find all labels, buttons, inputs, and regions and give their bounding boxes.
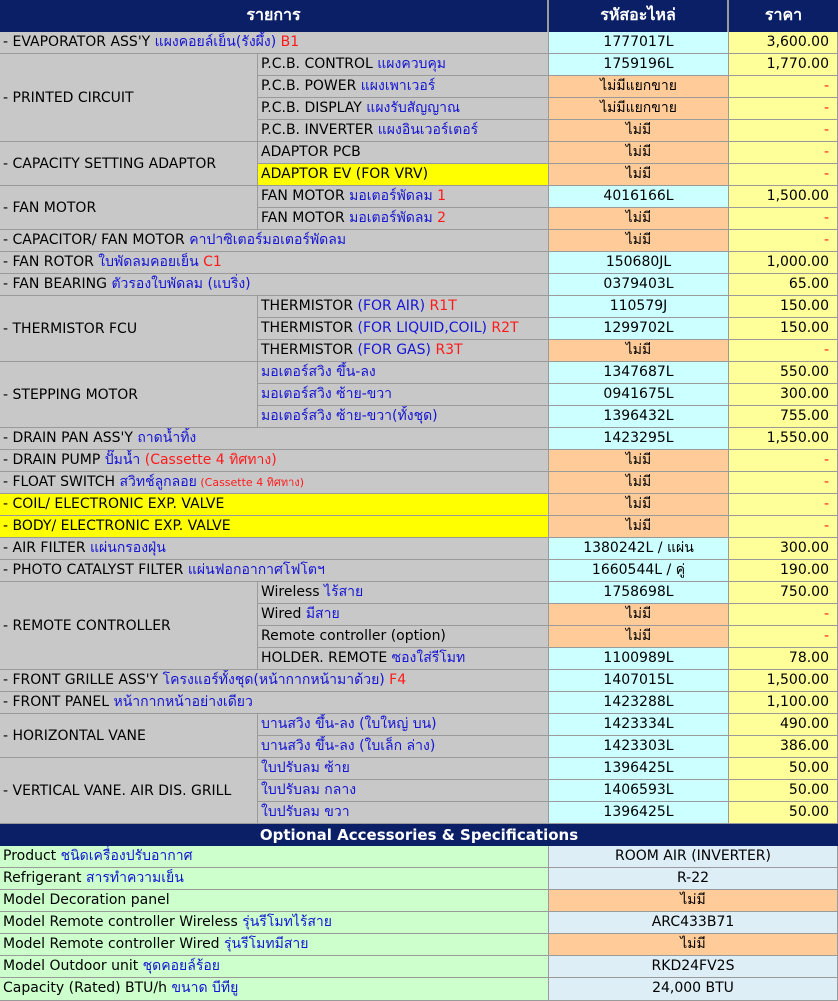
cell-price-front-grille[interactable]: 1,500.00: [729, 670, 838, 692]
cell-item-thermistor-air[interactable]: THERMISTOR (FOR AIR) R1T: [258, 296, 549, 318]
cell-code-air-filter[interactable]: 1380242L / แผ่น: [549, 538, 729, 560]
cell-price-vvane-1[interactable]: 50.00: [729, 758, 838, 780]
cell-price-drain-pan[interactable]: 1,550.00: [729, 428, 838, 450]
cell-code-thermistor-air[interactable]: 110579J: [549, 296, 729, 318]
cell-price-thermistor-gas[interactable]: -: [729, 340, 838, 362]
optional-accessories-header[interactable]: Optional Accessories & Specifications: [0, 824, 838, 846]
cell-code-body-valve[interactable]: ไม่มี: [549, 516, 729, 538]
cell-group-remote[interactable]: - REMOTE CONTROLLER: [0, 582, 258, 670]
spec-value-remote-wired[interactable]: ไม่มี: [549, 934, 838, 956]
cell-code-thermistor-gas[interactable]: ไม่มี: [549, 340, 729, 362]
cell-code-remote-wireless[interactable]: 1758698L: [549, 582, 729, 604]
cell-price-fan-rotor[interactable]: 1,000.00: [729, 252, 838, 274]
cell-price-remote-wireless[interactable]: 750.00: [729, 582, 838, 604]
cell-code-vvane-1[interactable]: 1396425L: [549, 758, 729, 780]
cell-code-front-grille[interactable]: 1407015L: [549, 670, 729, 692]
cell-item-body-valve[interactable]: - BODY/ ELECTRONIC EXP. VALVE: [0, 516, 549, 538]
cell-price-fan-motor-1[interactable]: 1,500.00: [729, 186, 838, 208]
cell-item-air-filter[interactable]: - AIR FILTER แผ่นกรองฝุ่น: [0, 538, 549, 560]
cell-group-horizontal-vane[interactable]: - HORIZONTAL VANE: [0, 714, 258, 758]
cell-price-pcb-power[interactable]: -: [729, 76, 838, 98]
cell-code-pcb-control[interactable]: 1759196L: [549, 54, 729, 76]
cell-code-hvane-2[interactable]: 1423303L: [549, 736, 729, 758]
cell-item-thermistor-gas[interactable]: THERMISTOR (FOR GAS) R3T: [258, 340, 549, 362]
spec-label-decoration-panel[interactable]: Model Decoration panel: [0, 890, 549, 912]
cell-item-drain-pan[interactable]: - DRAIN PAN ASS'Y ถาดน้ำทิ้ง: [0, 428, 549, 450]
cell-item-drain-pump[interactable]: - DRAIN PUMP ปั๊มน้ำ (Cassette 4 ทิศทาง): [0, 450, 549, 472]
cell-price-pcb-control[interactable]: 1,770.00: [729, 54, 838, 76]
cell-price-vvane-2[interactable]: 50.00: [729, 780, 838, 802]
spec-value-capacity[interactable]: 24,000 BTU: [549, 978, 838, 1001]
cell-price-adaptor-ev[interactable]: -: [729, 164, 838, 186]
cell-item-vvane-2[interactable]: ใบปรับลม กลาง: [258, 780, 549, 802]
cell-code-remote-option[interactable]: ไม่มี: [549, 626, 729, 648]
cell-price-fan-bearing[interactable]: 65.00: [729, 274, 838, 296]
cell-item-pcb-inverter[interactable]: P.C.B. INVERTER แผงอินเวอร์เตอร์: [258, 120, 549, 142]
cell-group-fan-motor[interactable]: - FAN MOTOR: [0, 186, 258, 230]
cell-price-air-filter[interactable]: 300.00: [729, 538, 838, 560]
cell-item-evaporator[interactable]: - EVAPORATOR ASS'Y แผงคอยล์เย็น(รังผึ้ง) B1: [0, 32, 549, 54]
cell-code-float-switch[interactable]: ไม่มี: [549, 472, 729, 494]
cell-price-stepping-3[interactable]: 755.00: [729, 406, 838, 428]
cell-item-stepping-3[interactable]: มอเตอร์สวิง ซ้าย-ขวา(ทั้งชุด): [258, 406, 549, 428]
cell-item-remote-option[interactable]: Remote controller (option): [258, 626, 549, 648]
cell-code-coil-valve[interactable]: ไม่มี: [549, 494, 729, 516]
cell-price-body-valve[interactable]: -: [729, 516, 838, 538]
spec-label-remote-wired[interactable]: Model Remote controller Wired รุ่นรีโมทมีสาย: [0, 934, 549, 956]
cell-price-pcb-display[interactable]: -: [729, 98, 838, 120]
cell-item-fan-rotor[interactable]: - FAN ROTOR ใบพัดลมคอยเย็น C1: [0, 252, 549, 274]
cell-code-vvane-2[interactable]: 1406593L: [549, 780, 729, 802]
cell-code-vvane-3[interactable]: 1396425L: [549, 802, 729, 824]
cell-item-thermistor-liquid[interactable]: THERMISTOR (FOR LIQUID,COIL) R2T: [258, 318, 549, 340]
cell-price-drain-pump[interactable]: -: [729, 450, 838, 472]
cell-code-front-panel[interactable]: 1423288L: [549, 692, 729, 714]
cell-code-thermistor-liquid[interactable]: 1299702L: [549, 318, 729, 340]
header-item[interactable]: รายการ: [0, 0, 549, 32]
cell-item-front-panel[interactable]: - FRONT PANEL หน้ากากหน้าอย่างเดียว: [0, 692, 549, 714]
cell-price-photo-filter[interactable]: 190.00: [729, 560, 838, 582]
cell-code-stepping-2[interactable]: 0941675L: [549, 384, 729, 406]
cell-price-remote-holder[interactable]: 78.00: [729, 648, 838, 670]
spec-label-remote-wireless[interactable]: Model Remote controller Wireless รุ่นรีโมทไร้สาย: [0, 912, 549, 934]
cell-item-vvane-3[interactable]: ใบปรับลม ขวา: [258, 802, 549, 824]
cell-item-coil-valve[interactable]: - COIL/ ELECTRONIC EXP. VALVE: [0, 494, 549, 516]
cell-group-printed-circuit[interactable]: - PRINTED CIRCUIT: [0, 54, 258, 142]
cell-price-thermistor-liquid[interactable]: 150.00: [729, 318, 838, 340]
spec-value-decoration-panel[interactable]: ไม่มี: [549, 890, 838, 912]
spec-value-refrigerant[interactable]: R-22: [549, 868, 838, 890]
cell-price-adaptor-pcb[interactable]: -: [729, 142, 838, 164]
spec-label-refrigerant[interactable]: Refrigerant สารทำความเย็น: [0, 868, 549, 890]
cell-item-remote-holder[interactable]: HOLDER. REMOTE ซองใส่รีโมท: [258, 648, 549, 670]
cell-group-thermistor[interactable]: - THERMISTOR FCU: [0, 296, 258, 362]
cell-item-remote-wireless[interactable]: Wireless ไร้สาย: [258, 582, 549, 604]
cell-code-photo-filter[interactable]: 1660544L / คู่: [549, 560, 729, 582]
spec-label-capacity[interactable]: Capacity (Rated) BTU/h ขนาด บีทียู: [0, 978, 549, 1001]
cell-code-drain-pan[interactable]: 1423295L: [549, 428, 729, 450]
spec-label-outdoor-unit[interactable]: Model Outdoor unit ชุดคอยล์ร้อย: [0, 956, 549, 978]
spec-value-outdoor-unit[interactable]: RKD24FV2S: [549, 956, 838, 978]
cell-item-hvane-2[interactable]: บานสวิง ขึ้น-ลง (ใบเล็ก ล่าง): [258, 736, 549, 758]
cell-item-photo-filter[interactable]: - PHOTO CATALYST FILTER แผ่นฟอกอากาศโฟโตฯ: [0, 560, 549, 582]
cell-price-pcb-inverter[interactable]: -: [729, 120, 838, 142]
cell-item-pcb-control[interactable]: P.C.B. CONTROL แผงควบคุม: [258, 54, 549, 76]
cell-price-thermistor-air[interactable]: 150.00: [729, 296, 838, 318]
spec-label-product[interactable]: Product ชนิดเครื่องปรับอากาศ: [0, 846, 549, 868]
cell-price-stepping-1[interactable]: 550.00: [729, 362, 838, 384]
cell-price-evaporator[interactable]: 3,600.00: [729, 32, 838, 54]
cell-price-remote-wired[interactable]: -: [729, 604, 838, 626]
cell-code-fan-bearing[interactable]: 0379403L: [549, 274, 729, 296]
cell-item-adaptor-pcb[interactable]: ADAPTOR PCB: [258, 142, 549, 164]
cell-item-remote-wired[interactable]: Wired มีสาย: [258, 604, 549, 626]
cell-item-adaptor-ev[interactable]: ADAPTOR EV (FOR VRV): [258, 164, 549, 186]
cell-code-pcb-display[interactable]: ไม่มีแยกขาย: [549, 98, 729, 120]
cell-price-capacitor[interactable]: -: [729, 230, 838, 252]
cell-item-hvane-1[interactable]: บานสวิง ขึ้น-ลง (ใบใหญ่ บน): [258, 714, 549, 736]
cell-price-front-panel[interactable]: 1,100.00: [729, 692, 838, 714]
cell-item-vvane-1[interactable]: ใบปรับลม ซ้าย: [258, 758, 549, 780]
cell-item-front-grille[interactable]: - FRONT GRILLE ASS'Y โครงแอร์ทั้งชุด(หน้ากากหน้ามาด้วย) F4: [0, 670, 549, 692]
cell-item-capacitor[interactable]: - CAPACITOR/ FAN MOTOR คาปาซิเตอร์มอเตอร์พัดลม: [0, 230, 549, 252]
cell-price-hvane-1[interactable]: 490.00: [729, 714, 838, 736]
cell-code-hvane-1[interactable]: 1423334L: [549, 714, 729, 736]
cell-item-float-switch[interactable]: - FLOAT SWITCH สวิทช์ลูกลอย (Cassette 4 ทิศทาง): [0, 472, 549, 494]
cell-price-hvane-2[interactable]: 386.00: [729, 736, 838, 758]
cell-group-capacity-adaptor[interactable]: - CAPACITY SETTING ADAPTOR: [0, 142, 258, 186]
header-price[interactable]: ราคา: [729, 0, 838, 32]
cell-price-remote-option[interactable]: -: [729, 626, 838, 648]
cell-code-capacitor[interactable]: ไม่มี: [549, 230, 729, 252]
cell-code-fan-rotor[interactable]: 150680JL: [549, 252, 729, 274]
cell-item-pcb-power[interactable]: P.C.B. POWER แผงเพาเวอร์: [258, 76, 549, 98]
cell-group-stepping-motor[interactable]: - STEPPING MOTOR: [0, 362, 258, 428]
cell-code-stepping-3[interactable]: 1396432L: [549, 406, 729, 428]
cell-group-vertical-vane[interactable]: - VERTICAL VANE. AIR DIS. GRILL: [0, 758, 258, 824]
cell-code-drain-pump[interactable]: ไม่มี: [549, 450, 729, 472]
cell-code-pcb-inverter[interactable]: ไม่มี: [549, 120, 729, 142]
cell-item-stepping-2[interactable]: มอเตอร์สวิง ซ้าย-ขวา: [258, 384, 549, 406]
cell-item-pcb-display[interactable]: P.C.B. DISPLAY แผงรับสัญญาณ: [258, 98, 549, 120]
cell-item-stepping-1[interactable]: มอเตอร์สวิง ขึ้น-ลง: [258, 362, 549, 384]
cell-code-adaptor-ev[interactable]: ไม่มี: [549, 164, 729, 186]
header-code[interactable]: รหัสอะไหล่: [549, 0, 729, 32]
cell-code-fan-motor-2[interactable]: ไม่มี: [549, 208, 729, 230]
spec-value-product[interactable]: ROOM AIR (INVERTER): [549, 846, 838, 868]
cell-code-adaptor-pcb[interactable]: ไม่มี: [549, 142, 729, 164]
cell-code-pcb-power[interactable]: ไม่มีแยกขาย: [549, 76, 729, 98]
cell-code-remote-holder[interactable]: 1100989L: [549, 648, 729, 670]
cell-price-fan-motor-2[interactable]: -: [729, 208, 838, 230]
cell-code-fan-motor-1[interactable]: 4016166L: [549, 186, 729, 208]
cell-code-remote-wired[interactable]: ไม่มี: [549, 604, 729, 626]
cell-code-stepping-1[interactable]: 1347687L: [549, 362, 729, 384]
cell-item-fan-motor-1[interactable]: FAN MOTOR มอเตอร์พัดลม 1: [258, 186, 549, 208]
cell-code-evaporator[interactable]: 1777017L: [549, 32, 729, 54]
cell-price-float-switch[interactable]: -: [729, 472, 838, 494]
cell-item-fan-bearing[interactable]: - FAN BEARING ตัวรองใบพัดลม (แบริ่ง): [0, 274, 549, 296]
cell-price-vvane-3[interactable]: 50.00: [729, 802, 838, 824]
cell-price-coil-valve[interactable]: -: [729, 494, 838, 516]
spec-value-remote-wireless[interactable]: ARC433B71: [549, 912, 838, 934]
cell-item-fan-motor-2[interactable]: FAN MOTOR มอเตอร์พัดลม 2: [258, 208, 549, 230]
cell-price-stepping-2[interactable]: 300.00: [729, 384, 838, 406]
